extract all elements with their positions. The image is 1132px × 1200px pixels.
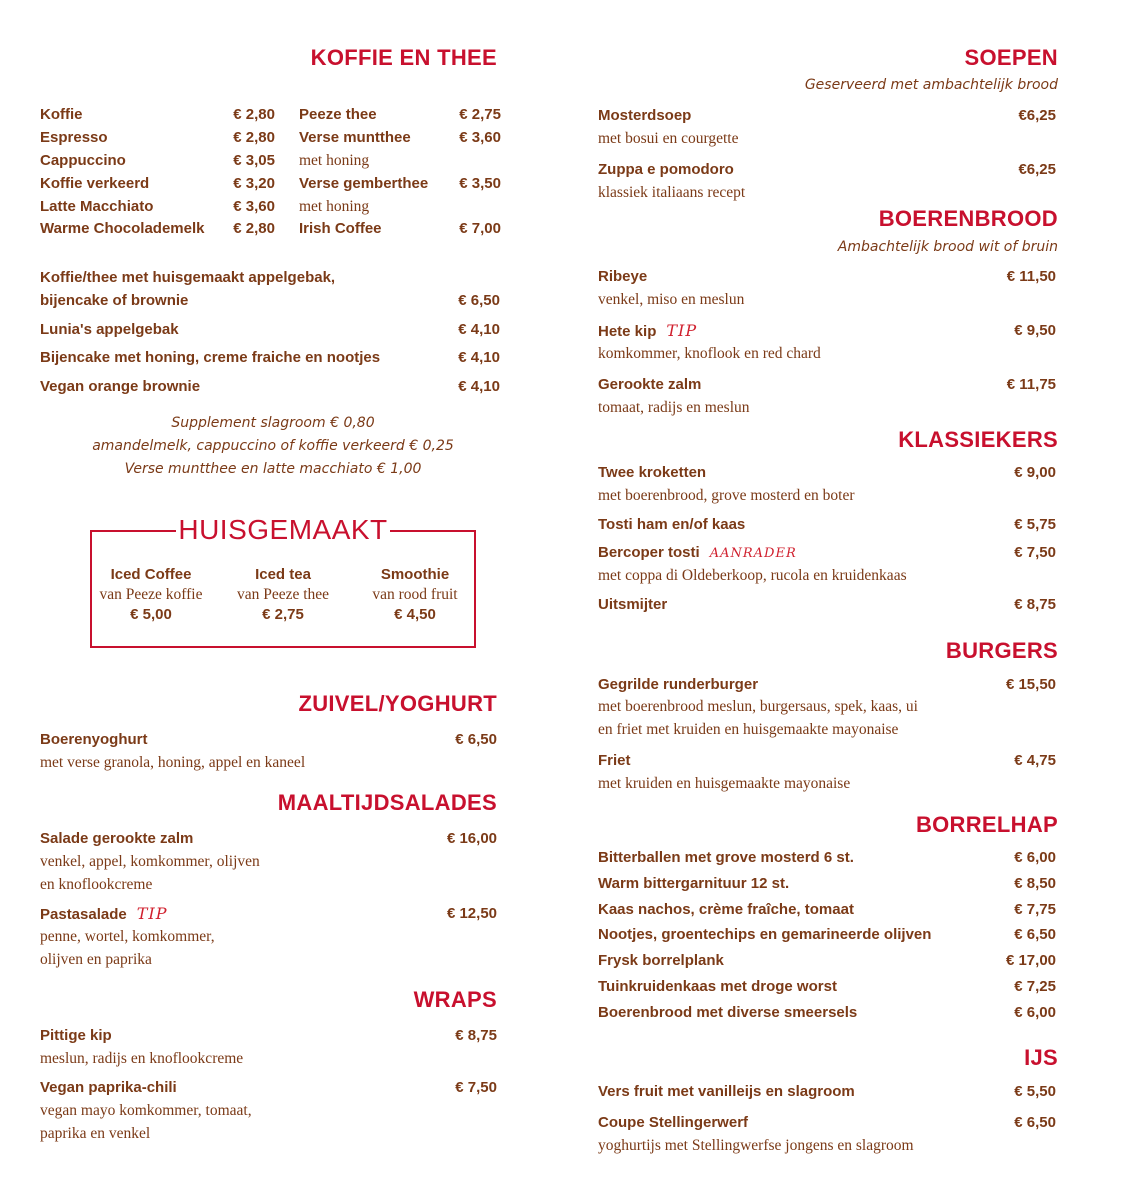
item-description: vegan mayo komkommer, tomaat, — [40, 1102, 252, 1119]
tip-badge: TIP — [666, 321, 698, 340]
item-description: van Peeze thee — [236, 586, 330, 603]
section-subtitle: Geserveerd met ambachtelijk brood — [804, 77, 1058, 93]
item-price: € 8,50 — [1014, 875, 1056, 892]
item-price: € 6,50 — [1014, 1114, 1056, 1131]
item-description: met bosui en courgette — [598, 130, 739, 147]
menu-item — [598, 901, 1056, 919]
item-price: € 8,75 — [1014, 596, 1056, 613]
item-price: € 4,10 — [458, 349, 500, 366]
item-price: € 6,50 — [455, 731, 497, 748]
item-name: Vers fruit met vanilleijs en slagroom — [598, 1083, 855, 1100]
item-price: € 11,75 — [1006, 376, 1056, 393]
menu-item — [598, 516, 1056, 534]
item-name: Irish Coffee — [299, 220, 382, 237]
item-price: € 12,50 — [446, 905, 497, 922]
item-price: € 7,50 — [1014, 544, 1056, 561]
item-price: € 2,75 — [459, 106, 501, 123]
item-description: paprika en venkel — [40, 1125, 151, 1142]
item-description: yoghurtijs met Stellingwerfse jongens en slagroom — [598, 1137, 914, 1154]
item-name: Verse gemberthee — [299, 175, 429, 192]
menu-item — [40, 321, 500, 339]
item-price: € 9,50 — [1014, 322, 1056, 339]
item-price: € 3,60 — [459, 129, 501, 146]
item-price: € 2,80 — [233, 106, 275, 123]
item-name: Warm bittergarnituur 12 st. — [598, 875, 790, 892]
item-price: € 3,60 — [233, 198, 275, 215]
section-title-wraps: WRAPS — [413, 987, 497, 1012]
menu-item — [299, 106, 501, 124]
menu-item — [598, 464, 1056, 482]
huisgemaakt-item — [345, 566, 485, 626]
item-description: met honing — [299, 198, 370, 215]
item-price: € 2,80 — [233, 129, 275, 146]
item-price: € 15,50 — [1005, 676, 1056, 693]
item-name: Lunia's appelgebak — [40, 321, 179, 338]
section-title-ijs: IJS — [1024, 1045, 1058, 1070]
item-name: Gegrilde runderburger — [598, 676, 759, 693]
supplement-note: Supplement slagroom € 0,80 — [171, 415, 375, 431]
item-name: Koffie — [40, 106, 83, 123]
section-title-koffie: KOFFIE EN THEE — [310, 45, 497, 70]
item-description: olijven en paprika — [40, 951, 152, 968]
menu-item — [598, 544, 1056, 562]
menu-item — [40, 378, 500, 396]
supplement-note: amandelmelk, cappuccino of koffie verkeerd € 0,25 — [92, 438, 454, 454]
item-price: € 9,00 — [1014, 464, 1056, 481]
item-description: met verse granola, honing, appel en kaneel — [40, 754, 306, 771]
item-name: Hete kip — [598, 323, 657, 340]
menu-item — [598, 978, 1056, 996]
item-name: Koffie verkeerd — [40, 175, 150, 192]
section-title-salades: MAALTIJDSALADES — [277, 790, 497, 815]
item-price: € 2,80 — [233, 220, 275, 237]
item-price: € 5,50 — [1014, 1083, 1056, 1100]
item-description: en knoflookcreme — [40, 876, 153, 893]
item-name: Iced tea — [255, 566, 311, 583]
item-price: € 4,10 — [458, 321, 500, 338]
huisgemaakt-item — [213, 566, 353, 626]
item-name: Kaas nachos, crème fraîche, tomaat — [598, 901, 854, 918]
menu-item — [598, 875, 1056, 893]
item-name: Cappuccino — [40, 152, 126, 169]
item-price: € 7,50 — [455, 1079, 497, 1096]
item-price: € 4,75 — [1014, 752, 1056, 769]
menu-item — [598, 107, 1056, 125]
item-name: Frysk borrelplank — [598, 952, 724, 969]
menu-item — [40, 731, 497, 749]
menu-item — [598, 161, 1056, 179]
item-price: € 11,50 — [1006, 268, 1056, 285]
item-name: Espresso — [40, 129, 108, 146]
item-price: € 6,00 — [1014, 849, 1056, 866]
menu-item — [40, 198, 275, 216]
item-description: met boerenbrood, grove mosterd en boter — [598, 487, 855, 504]
item-price: € 2,75 — [262, 606, 304, 623]
menu-item — [40, 349, 500, 367]
item-name: Tuinkruidenkaas met droge worst — [598, 978, 837, 995]
item-name: Latte Macchiato — [40, 198, 154, 215]
aanrader-badge: AANRADER — [709, 546, 797, 561]
menu-item — [40, 830, 497, 848]
menu-item-line — [40, 269, 498, 287]
item-description: meslun, radijs en knoflookcreme — [40, 1050, 244, 1067]
item-description: met kruiden en huisgemaakte mayonaise — [598, 775, 851, 792]
item-price: € 3,05 — [233, 152, 275, 169]
menu-item — [299, 129, 501, 147]
item-price: € 3,20 — [233, 175, 275, 192]
item-name: Nootjes, groentechips en gemarineerde olijven — [598, 926, 932, 943]
menu-item — [40, 220, 275, 238]
item-description: klassiek italiaans recept — [598, 184, 746, 201]
tip-badge: TIP — [136, 904, 168, 923]
menu-item — [40, 1079, 497, 1097]
menu-item — [598, 1004, 1056, 1022]
menu-item — [598, 952, 1056, 970]
item-description: met coppa di Oldeberkoop, rucola en kruidenkaas — [598, 567, 907, 584]
section-title-huisgemaakt: HUISGEMAAKT — [176, 512, 390, 548]
menu-item — [40, 1027, 497, 1045]
section-title-borrelhap: BORRELHAP — [915, 812, 1058, 837]
item-name: Iced Coffee — [110, 566, 192, 583]
menu-item — [598, 268, 1056, 286]
section-title-burgers: BURGERS — [945, 638, 1058, 663]
section-title-boerenbrood: BOERENBROOD — [878, 206, 1058, 231]
menu-item — [299, 175, 501, 193]
menu-item — [299, 220, 501, 238]
item-price: € 7,00 — [459, 220, 501, 237]
item-name: Gerookte zalm — [598, 376, 702, 393]
item-name: Pittige kip — [40, 1027, 112, 1044]
item-description: van rood fruit — [372, 586, 458, 603]
section-subtitle: Ambachtelijk brood wit of bruin — [837, 239, 1058, 255]
item-name: Smoothie — [380, 566, 450, 583]
item-description: met honing — [299, 152, 370, 169]
item-name: Salade gerookte zalm — [40, 830, 194, 847]
item-price: €6,25 — [1018, 107, 1056, 124]
menu-item — [40, 175, 275, 193]
item-price: € 7,25 — [1014, 978, 1056, 995]
item-description: venkel, miso en meslun — [598, 291, 745, 308]
item-name: Koffie/thee met huisgemaakt appelgebak, — [40, 269, 336, 286]
menu-item — [598, 849, 1056, 867]
item-name: bijencake of brownie — [40, 292, 189, 309]
item-price: € 17,00 — [1005, 952, 1056, 969]
item-price: € 4,10 — [458, 378, 500, 395]
menu-item — [40, 106, 275, 124]
section-title-zuivel: ZUIVEL/YOGHURT — [298, 691, 497, 716]
item-description: van Peeze koffie — [99, 586, 203, 603]
menu-item — [40, 905, 497, 923]
item-name: Tosti ham en/of kaas — [598, 516, 746, 533]
menu-item — [40, 129, 275, 147]
item-description: venkel, appel, komkommer, olijven — [40, 853, 260, 870]
item-price: € 7,75 — [1014, 901, 1056, 918]
menu-item — [598, 1083, 1056, 1101]
item-name: Twee kroketten — [598, 464, 707, 481]
item-name: Verse muntthee — [299, 129, 411, 146]
item-name: Zuppa e pomodoro — [598, 161, 734, 178]
item-name: Friet — [598, 752, 631, 769]
menu-item — [40, 152, 275, 170]
item-price: € 6,00 — [1014, 1004, 1056, 1021]
menu-item — [598, 1114, 1056, 1132]
menu-item — [40, 292, 500, 310]
item-price: € 8,75 — [455, 1027, 497, 1044]
item-name: Warme Chocolademelk — [40, 220, 205, 237]
item-price: € 3,50 — [459, 175, 501, 192]
item-price: €6,25 — [1018, 161, 1056, 178]
item-name: Bitterballen met grove mosterd 6 st. — [598, 849, 854, 866]
item-price: € 6,50 — [1014, 926, 1056, 943]
item-description: penne, wortel, komkommer, — [40, 928, 215, 945]
item-price: € 16,00 — [446, 830, 497, 847]
menu-item — [598, 676, 1056, 694]
menu-item — [598, 752, 1056, 770]
item-name: Uitsmijter — [598, 596, 668, 613]
section-title-klassiekers: KLASSIEKERS — [898, 427, 1058, 452]
item-price: € 5,00 — [130, 606, 172, 623]
item-description: tomaat, radijs en meslun — [598, 399, 750, 416]
item-price: € 4,50 — [394, 606, 436, 623]
item-name: Coupe Stellingerwerf — [598, 1114, 749, 1131]
supplement-note: Verse muntthee en latte macchiato € 1,00 — [124, 461, 422, 477]
item-name: Vegan orange brownie — [40, 378, 201, 395]
menu-item — [598, 926, 1056, 944]
menu-item — [598, 376, 1056, 394]
item-description: en friet met kruiden en huisgemaakte mayonaise — [598, 721, 899, 738]
item-name: Bercoper tosti — [598, 544, 700, 561]
item-name: Mosterdsoep — [598, 107, 692, 124]
item-name: Boerenyoghurt — [40, 731, 148, 748]
item-name: Pastasalade — [40, 906, 127, 923]
menu-item — [598, 596, 1056, 614]
item-name: Bijencake met honing, creme fraiche en nootjes — [40, 349, 381, 366]
huisgemaakt-item — [81, 566, 221, 626]
section-title-soepen: SOEPEN — [964, 45, 1058, 70]
item-description: met boerenbrood meslun, burgersaus, spek, kaas, ui — [598, 698, 918, 715]
item-price: € 5,75 — [1014, 516, 1056, 533]
menu-item — [598, 322, 1056, 340]
item-description: komkommer, knoflook en red chard — [598, 345, 821, 362]
item-name: Ribeye — [598, 268, 648, 285]
item-name: Peeze thee — [299, 106, 377, 123]
item-name: Boerenbrood met diverse smeersels — [598, 1004, 858, 1021]
item-name: Vegan paprika-chili — [40, 1079, 177, 1096]
item-price: € 6,50 — [458, 292, 500, 309]
